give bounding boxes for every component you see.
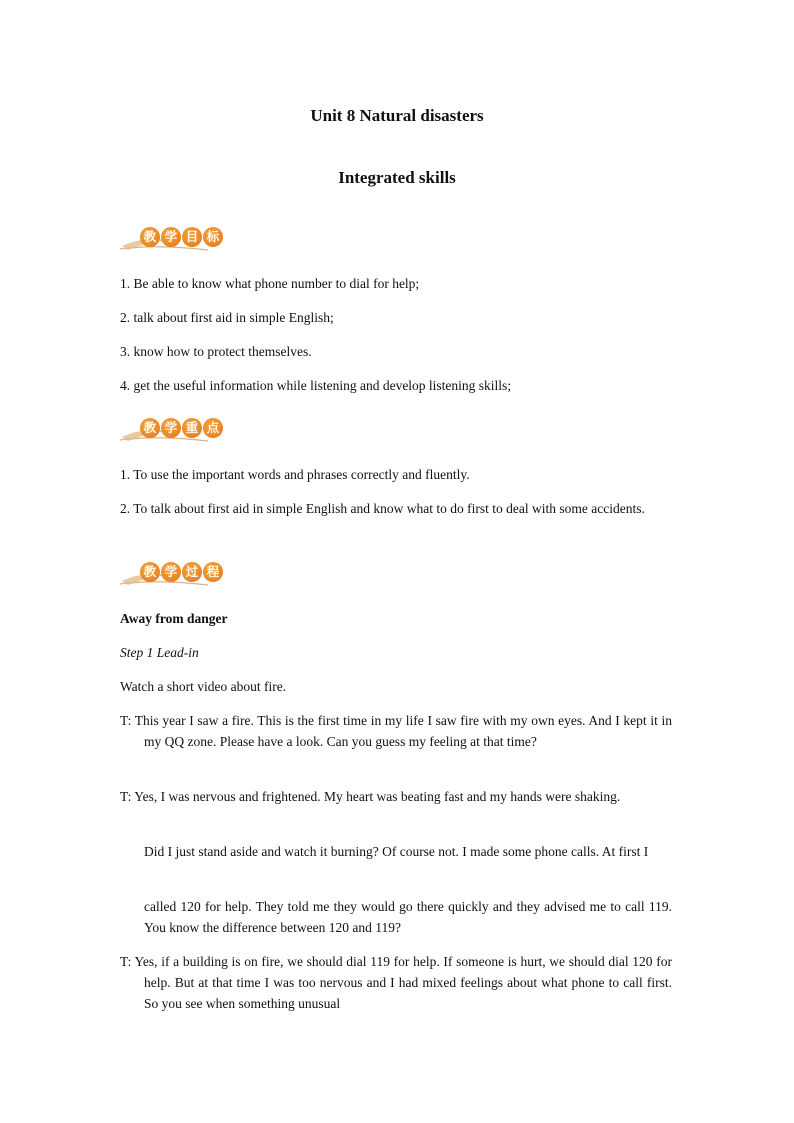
key-points-badge [118,415,228,445]
key-point-item: 2. To talk about first aid in simple English and know what to do first to deal with some accidents. [120,501,645,516]
paragraph: called 120 for help. They told me they would go there quickly and they advised me to call 119. You know the difference between 120 and 119? [144,899,672,935]
paragraph: Watch a short video about fire. [120,679,287,694]
objective-item: 4. get the useful information while listening and develop listening skills; [120,378,512,393]
document-subtitle: Integrated skills [338,168,456,187]
badge-char: 点 [203,418,223,438]
badge-char: 重 [182,418,202,438]
badge-char: 学 [161,418,181,438]
badge-char: 学 [161,562,181,582]
paragraph: T: This year I saw a fire. This is the first time in my life I saw fire with my own eyes. And I kept it in my QQ zone. Please have a look. Can you guess my feeling at that time? [120,713,672,749]
paragraph: Did I just stand aside and watch it burning? Of course not. I made some phone calls. At first I [144,844,649,859]
objective-item: 1. Be able to know what phone number to dial for help; [120,276,420,291]
badge-char: 教 [140,227,160,247]
step-heading: Step 1 Lead-in [120,645,199,660]
badge-char: 教 [140,418,160,438]
objectives-badge [118,224,228,254]
paragraph: T: Yes, I was nervous and frightened. My heart was beating fast and my hands were shaking. [120,789,621,804]
badge-char: 教 [140,562,160,582]
key-point-item: 1. To use the important words and phrases correctly and fluently. [120,467,470,482]
objective-item: 3. know how to protect themselves. [120,344,312,359]
badge-char: 过 [182,562,202,582]
section-heading: Away from danger [120,611,228,626]
badge-char: 标 [203,227,223,247]
process-badge [118,559,228,589]
badge-char: 目 [182,227,202,247]
badge-char: 程 [203,562,223,582]
objective-item: 2. talk about first aid in simple English; [120,310,334,325]
document-title: Unit 8 Natural disasters [310,106,484,125]
badge-char: 学 [161,227,181,247]
paragraph: T: Yes, if a building is on fire, we should dial 119 for help. If someone is hurt, we should dial 120 for help. But at that time I was too nervous and I had mixed feelings about what phone to call first. So you see when something unusual [120,954,672,1011]
